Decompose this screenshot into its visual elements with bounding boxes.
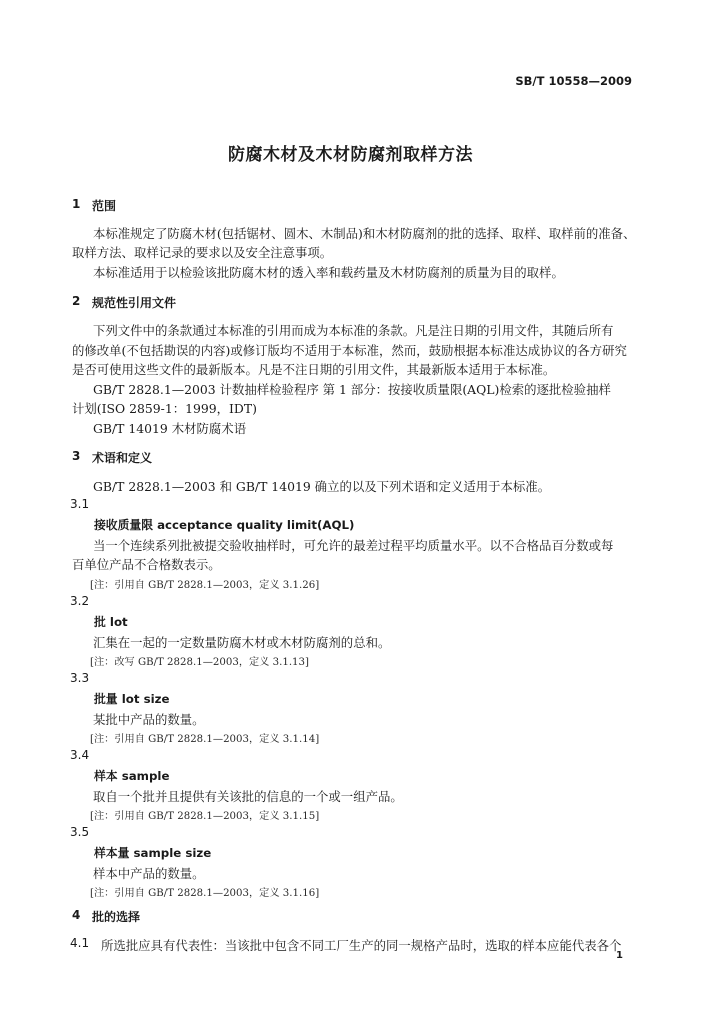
term-definition-line: 某批中产品的数量。: [93, 712, 205, 727]
section-1-paragraph-line: 取样方法、取样记录的要求以及安全注意事项。: [72, 245, 333, 260]
term-number: 3.1: [70, 497, 90, 511]
term-definition-line: 样本中产品的数量。: [93, 866, 205, 881]
reference-line: 计划(ISO 2859-1：1999，IDT): [72, 401, 257, 416]
term-name: 批量 lot size: [94, 692, 170, 706]
term-definition-line: 汇集在一起的一定数量防腐木材或木材防腐剂的总和。: [93, 635, 391, 650]
section-2-heading: 规范性引用文件: [92, 296, 177, 310]
section-1-heading: 范围: [92, 199, 117, 213]
term-definition-line: 取自一个批并且提供有关该批的信息的一个或一组产品。: [93, 789, 403, 804]
section-1-number: 1: [72, 197, 81, 211]
section-4-heading: 批的选择: [92, 910, 141, 924]
section-3-heading: 术语和定义: [92, 451, 153, 465]
term-name: 样本量 sample size: [94, 846, 212, 860]
page-number: 1: [616, 950, 623, 961]
term-number: 3.5: [70, 825, 90, 839]
document-title: 防腐木材及木材防腐剂取样方法: [228, 145, 473, 165]
section-2-paragraph-line: 的修改单(不包括勘误的内容)或修订版均不适用于本标准，然而，鼓励根据本标准达成协议的各方研究: [72, 343, 627, 358]
section-3-number: 3: [72, 449, 81, 463]
term-number: 3.3: [70, 671, 90, 685]
section-2-number: 2: [72, 294, 81, 308]
term-note: [注：引用自 GB/T 2828.1—2003，定义 3.1.15]: [90, 811, 320, 822]
standard-code: SB/T 10558—2009: [515, 74, 632, 88]
term-note: [注：引用自 GB/T 2828.1—2003，定义 3.1.26]: [90, 580, 320, 591]
term-number: 3.4: [70, 748, 90, 762]
term-name: 样本 sample: [94, 769, 170, 783]
section-4-number: 4: [72, 908, 81, 922]
reference-line: GB/T 2828.1—2003 计数抽样检验程序 第 1 部分：按接收质量限(AQL)检索的逐批检验抽样: [93, 382, 611, 397]
term-note: [注：引用自 GB/T 2828.1—2003，定义 3.1.14]: [90, 734, 320, 745]
section-2-paragraph-line: 下列文件中的条款通过本标准的引用而成为本标准的条款。凡是注日期的引用文件，其随后所有: [93, 323, 614, 338]
term-note: [注：改写 GB/T 2828.1—2003，定义 3.1.13]: [90, 657, 309, 668]
term-name: 接收质量限 acceptance quality limit(AQL): [94, 518, 355, 532]
section-2-paragraph-line: 是否可使用这些文件的最新版本。凡是不注日期的引用文件，其最新版本适用于本标准。: [72, 362, 556, 377]
term-name: 批 lot: [94, 615, 128, 629]
reference-line: GB/T 14019 木材防腐术语: [93, 421, 247, 436]
section-3-intro: GB/T 2828.1—2003 和 GB/T 14019 确立的以及下列术语和定义适用于本标准。: [93, 479, 551, 494]
section-1-paragraph-line: 本标准适用于以检验该批防腐木材的透入率和载药量及木材防腐剂的质量为目的取样。: [93, 265, 564, 280]
term-note: [注：引用自 GB/T 2828.1—2003，定义 3.1.16]: [90, 888, 320, 899]
term-definition-line: 当一个连续系列批被提交验收抽样时，可允许的最差过程平均质量水平。以不合格品百分数或每: [93, 538, 614, 553]
section-1-paragraph-line: 本标准规定了防腐木材(包括锯材、圆木、木制品)和木材防腐剂的批的选择、取样、取样前的准备、: [93, 226, 636, 241]
subsection-text: 所选批应具有代表性：当该批中包含不同工厂生产的同一规格产品时，选取的样本应能代表各个: [101, 938, 622, 953]
term-number: 3.2: [70, 594, 90, 608]
term-definition-line: 百单位产品不合格数表示。: [72, 557, 221, 572]
subsection-number: 4.1: [70, 936, 90, 950]
